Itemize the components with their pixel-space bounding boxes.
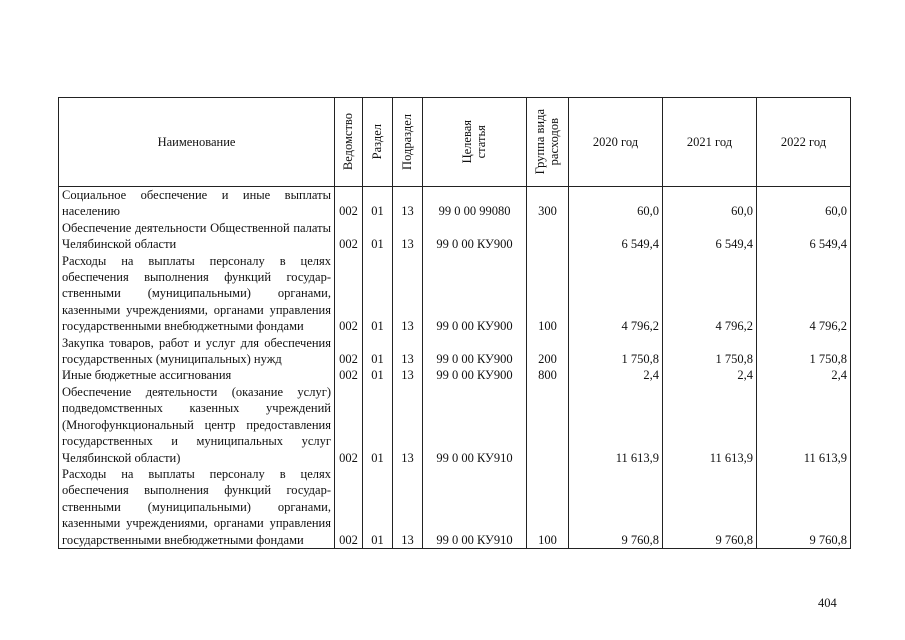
row-value-2020: 1 750,8 [569,335,663,368]
header-name: Наименование [59,98,335,187]
header-2022: 2022 год [757,98,851,187]
row-expense-group: 800 [527,367,569,383]
row-value-2020: 6 549,4 [569,220,663,253]
row-section: 01 [363,335,393,368]
row-name: Иные бюджетные ассигнования [59,367,335,383]
row-expense-group: 300 [527,187,569,220]
row-expense-group [527,384,569,466]
header-section: Раздел [363,98,393,187]
header-department: Ведомство [335,98,363,187]
row-value-2020: 60,0 [569,187,663,220]
row-value-2021: 60,0 [663,187,757,220]
row-department: 002 [335,384,363,466]
row-subsection: 13 [393,335,423,368]
row-value-2022: 1 750,8 [757,335,851,368]
table-row [59,335,851,368]
table-row [59,367,851,383]
row-target: 99 0 00 99080 [423,187,527,220]
row-value-2021: 1 750,8 [663,335,757,368]
row-expense-group [527,220,569,253]
row-target: 99 0 00 КУ900 [423,220,527,253]
row-target: 99 0 00 КУ910 [423,384,527,466]
row-value-2021: 9 760,8 [663,466,757,549]
row-section: 01 [363,384,393,466]
row-value-2021: 11 613,9 [663,384,757,466]
header-expense-group: Группа вида расходов [527,98,569,187]
header-2021: 2021 год [663,98,757,187]
row-value-2022: 11 613,9 [757,384,851,466]
budget-table [58,97,851,549]
row-name: Обеспечение деятельности (оказание услуг) подведомственных казенных учреждений (Многофункциональный центр предоставления государственных и муниципальных услуг Челябинской области) [59,384,335,466]
table-row [59,187,851,220]
header-subsection: Подраздел [393,98,423,187]
row-value-2021: 6 549,4 [663,220,757,253]
table-row [59,384,851,466]
row-section: 01 [363,220,393,253]
row-value-2022: 6 549,4 [757,220,851,253]
row-value-2020: 4 796,2 [569,253,663,335]
row-subsection: 13 [393,253,423,335]
row-target: 99 0 00 КУ900 [423,253,527,335]
row-subsection: 13 [393,466,423,549]
row-expense-group: 100 [527,466,569,549]
table-row [59,220,851,253]
row-target: 99 0 00 КУ910 [423,466,527,549]
row-expense-group: 200 [527,335,569,368]
row-section: 01 [363,253,393,335]
row-department: 002 [335,367,363,383]
row-value-2020: 11 613,9 [569,384,663,466]
row-department: 002 [335,335,363,368]
row-name: Расходы на выплаты персоналу в целях обеспечения выполнения функций государственными (муниципальными) органами, казенными учреждениями, органами управления государственными внебюджетными фондами [59,253,335,335]
row-section: 01 [363,367,393,383]
row-subsection: 13 [393,220,423,253]
row-name: Социальное обеспечение и иные выплаты населению [59,187,335,220]
row-department: 002 [335,220,363,253]
table-row [59,466,851,549]
row-name: Расходы на выплаты персоналу в целях обеспечения выполнения функций государственными (муниципальными) органами, казенными учреждениями, органами управления государственными внебюджетными фондами [59,466,335,549]
header-2020: 2020 год [569,98,663,187]
row-value-2022: 4 796,2 [757,253,851,335]
row-value-2020: 2,4 [569,367,663,383]
row-value-2022: 2,4 [757,367,851,383]
row-name: Обеспечение деятельности Общественной палаты Челябинской области [59,220,335,253]
header-row [59,98,851,187]
row-value-2022: 60,0 [757,187,851,220]
row-section: 01 [363,187,393,220]
row-target: 99 0 00 КУ900 [423,367,527,383]
row-value-2021: 4 796,2 [663,253,757,335]
row-department: 002 [335,187,363,220]
row-section: 01 [363,466,393,549]
row-subsection: 13 [393,384,423,466]
table-row [59,253,851,335]
row-expense-group: 100 [527,253,569,335]
row-name: Закупка товаров, работ и услуг для обеспечения государственных (муниципальных) нужд [59,335,335,368]
row-department: 002 [335,253,363,335]
row-target: 99 0 00 КУ900 [423,335,527,368]
row-value-2020: 9 760,8 [569,466,663,549]
row-value-2022: 9 760,8 [757,466,851,549]
row-subsection: 13 [393,367,423,383]
page-number: 404 [818,596,837,610]
header-target: Целевая статья [423,98,527,187]
row-subsection: 13 [393,187,423,220]
row-department: 002 [335,466,363,549]
row-value-2021: 2,4 [663,367,757,383]
